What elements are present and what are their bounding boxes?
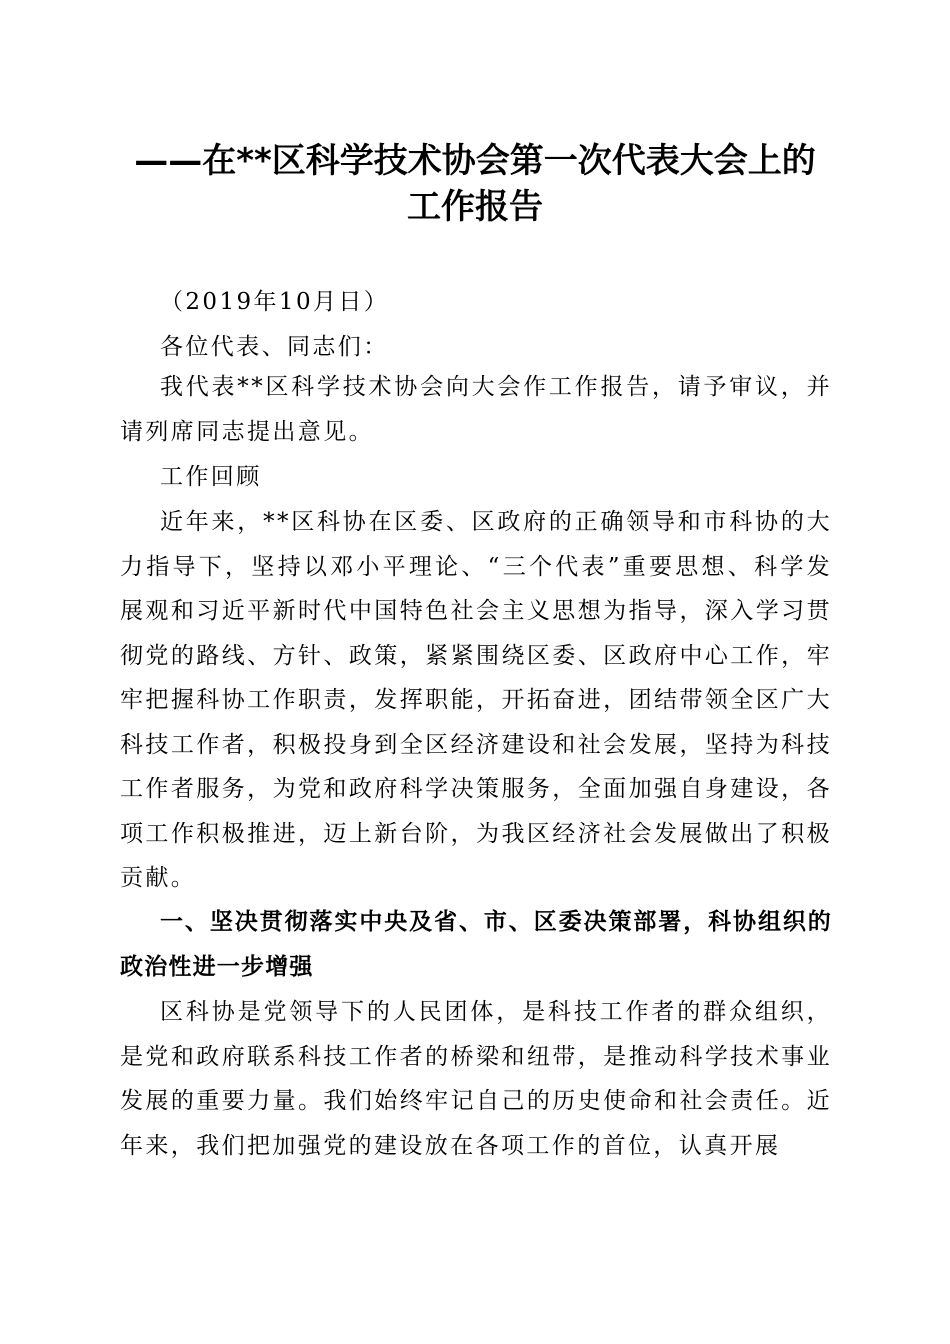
section-heading-review: 工作回顾 [160, 464, 262, 490]
recent-years-paragraph: 近年来，**区科协在区委、区政府的正确领导和市科协的大力指导下，坚持以邓小平理论、“三个代表”重要思想、科学发展观和习近平新时代中国特色社会主义思想为指导，深入学习贯彻党的路线、方针、政策，紧紧围绕区委、区政府中心工作，牢牢把握科协工作职责，发挥职能，开拓奋进，团结带领全区广大科技工作者，积极投身到全区经济建设和社会发展，坚持为科技工作者服务，为党和政府科学决策服务，全面加强自身建设，各项工作积极推进，迈上新台阶，为我区经济社会发展做出了积极贡献。 [120, 509, 832, 891]
section-heading-1: 一、坚决贯彻落实中央及省、市、区委决策部署，科协组织的政治性进一步增强 [120, 909, 832, 980]
section-1-paragraph: 区科协是党领导下的人民团体，是科技工作者的群众组织，是党和政府联系科技工作者的桥梁和纽带，是推动科学技术事业发展的重要力量。我们始终牢记自己的历史使命和社会责任。近年来，我们把加强党的建设放在各项工作的首位，认真开展 [120, 999, 832, 1159]
intro-paragraph: 我代表**区科学技术协会向大会作工作报告，请予审议，并请列席同志提出意见。 [120, 374, 832, 445]
greeting: 各位代表、同志们： [160, 334, 389, 360]
title-line-2: 工作报告 [407, 187, 543, 227]
report-date: （2019年10月日） [160, 289, 390, 315]
title-line-1: ——在**区科学技术协会第一次代表大会上的 [134, 141, 816, 181]
